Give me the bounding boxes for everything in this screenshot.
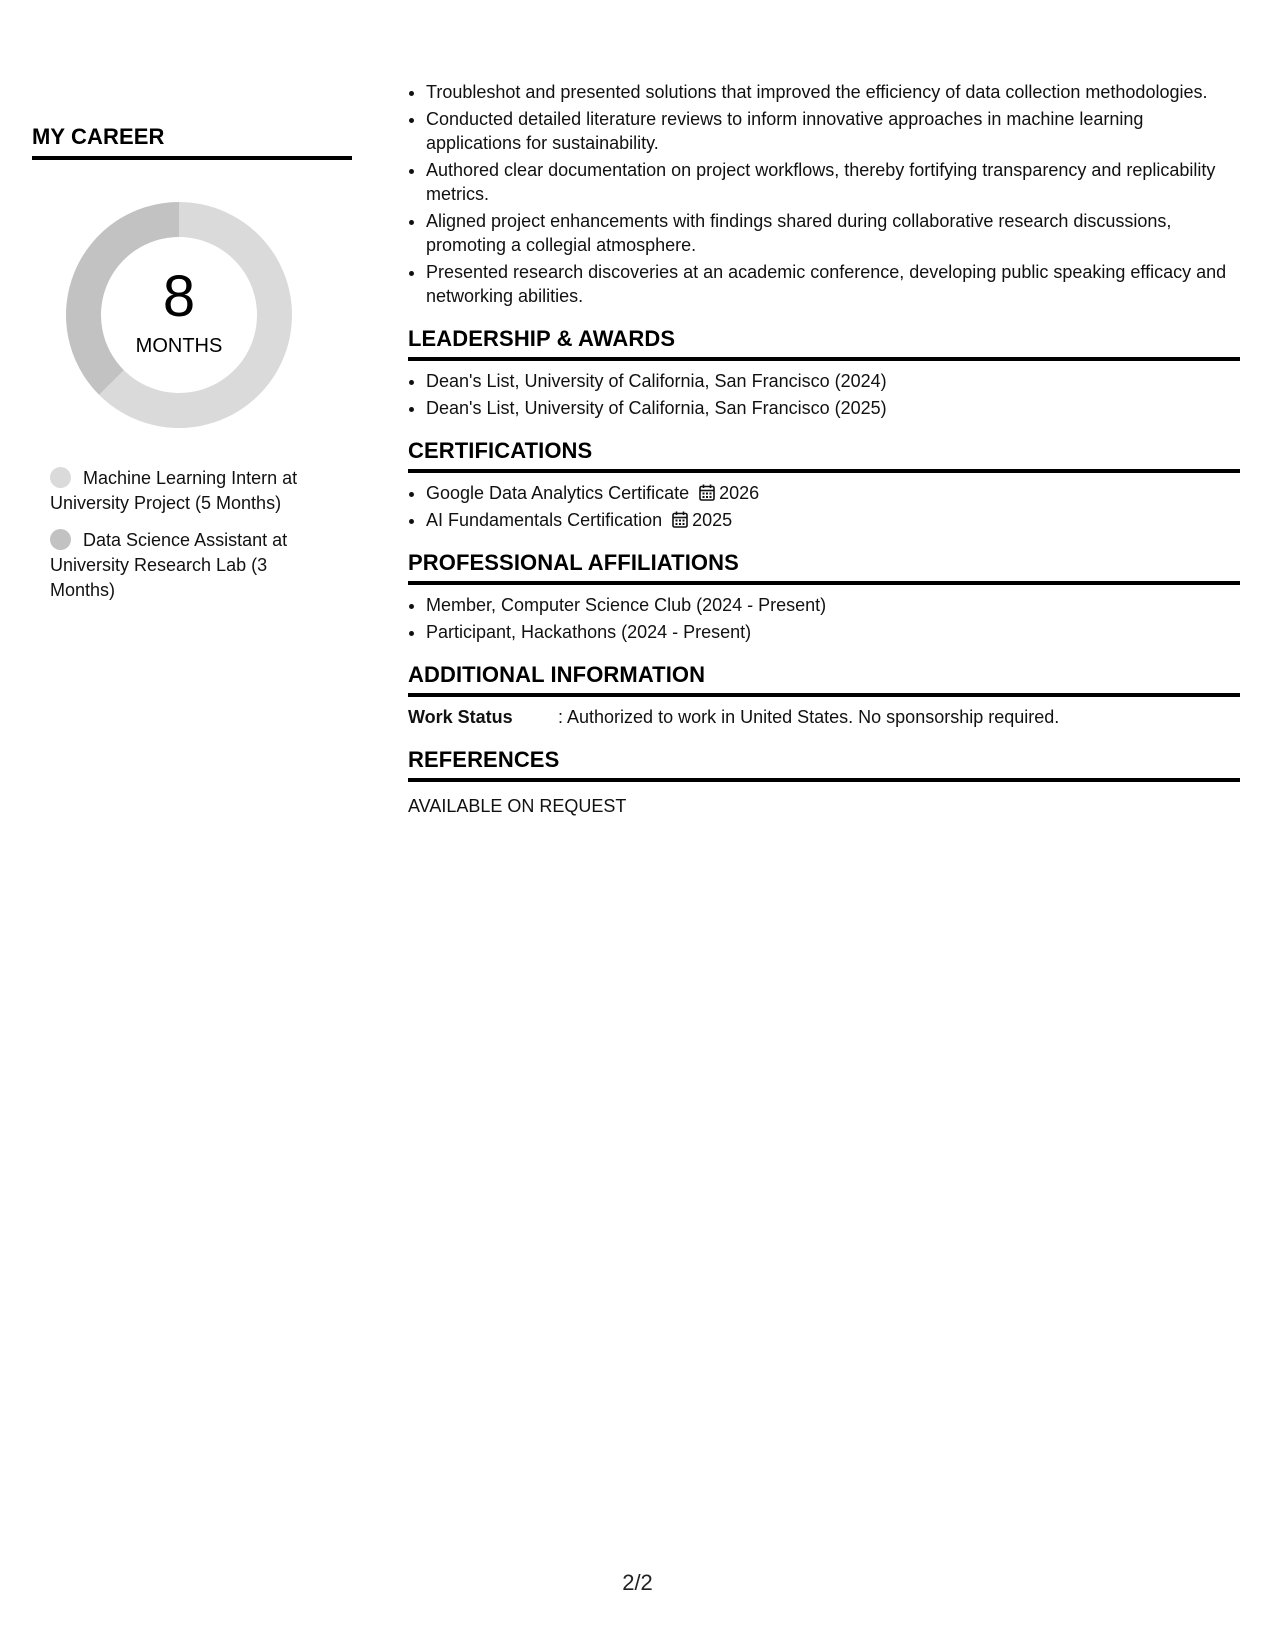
additional-info-heading: ADDITIONAL INFORMATION <box>408 662 1240 697</box>
legend-label: Data Science Assistant at University Research Lab (3 Months) <box>50 530 288 600</box>
certification-name: AI Fundamentals Certification <box>426 510 663 530</box>
certifications-section <box>408 438 1240 532</box>
legend-swatch <box>50 529 71 550</box>
references-heading: REFERENCES <box>408 747 1240 782</box>
work-status-label: Work Status <box>408 707 513 727</box>
list-item: • Troubleshot and presented solutions that improved the efficiency of data collection methodologies. <box>426 80 1240 104</box>
list-item: • Dean's List, University of California, San Francisco (2024) <box>426 369 1240 393</box>
experience-bullet-list <box>408 80 1240 308</box>
legend-item <box>50 466 320 516</box>
list-item: • Authored clear documentation on project workflows, thereby fortifying transparency and replicability metrics. <box>426 158 1240 206</box>
career-donut-chart <box>64 200 294 430</box>
work-status-value: : Authorized to work in United States. No sponsorship required. <box>558 707 1060 727</box>
donut-total-value: 8 <box>162 264 196 329</box>
donut-unit-label: MONTHS <box>135 335 223 357</box>
list-item: • Conducted detailed literature reviews to inform innovative approaches in machine learning applications for sustainability. <box>426 107 1240 155</box>
calendar-icon <box>699 484 715 501</box>
certifications-list <box>408 481 1240 532</box>
certifications-heading: CERTIFICATIONS <box>408 438 1240 473</box>
list-item <box>426 481 1240 505</box>
career-heading: MY CAREER <box>32 124 352 160</box>
certification-year: 2025 <box>692 510 733 530</box>
certification-year: 2026 <box>719 483 760 503</box>
certification-name: Google Data Analytics Certificate <box>426 483 690 503</box>
references-section <box>408 747 1240 818</box>
affiliations-section <box>408 550 1240 644</box>
calendar-icon <box>672 511 688 528</box>
leadership-list <box>408 369 1240 420</box>
leadership-section <box>408 326 1240 420</box>
leadership-heading: LEADERSHIP & AWARDS <box>408 326 1240 361</box>
sidebar <box>32 124 352 615</box>
affiliations-heading: PROFESSIONAL AFFILIATIONS <box>408 550 1240 585</box>
list-item <box>426 508 1240 532</box>
list-item: • Participant, Hackathons (2024 - Present) <box>426 620 1240 644</box>
references-text: AVAILABLE ON REQUEST <box>408 796 627 816</box>
list-item: • Presented research discoveries at an academic conference, developing public speaking efficacy and networking abilities. <box>426 260 1240 308</box>
legend-swatch <box>50 467 71 488</box>
main-column <box>408 80 1240 818</box>
career-legend <box>50 466 320 603</box>
list-item: • Aligned project enhancements with findings shared during collaborative research discussions, promoting a collegial atmosphere. <box>426 209 1240 257</box>
affiliations-list <box>408 593 1240 644</box>
list-item: • Dean's List, University of California, San Francisco (2025) <box>426 396 1240 420</box>
legend-label: Machine Learning Intern at University Project (5 Months) <box>50 468 298 513</box>
additional-info-section <box>408 662 1240 729</box>
page-number: 2/2 <box>622 1570 653 1595</box>
work-status-row <box>408 705 1240 729</box>
legend-item <box>50 528 320 603</box>
list-item: • Member, Computer Science Club (2024 - Present) <box>426 593 1240 617</box>
